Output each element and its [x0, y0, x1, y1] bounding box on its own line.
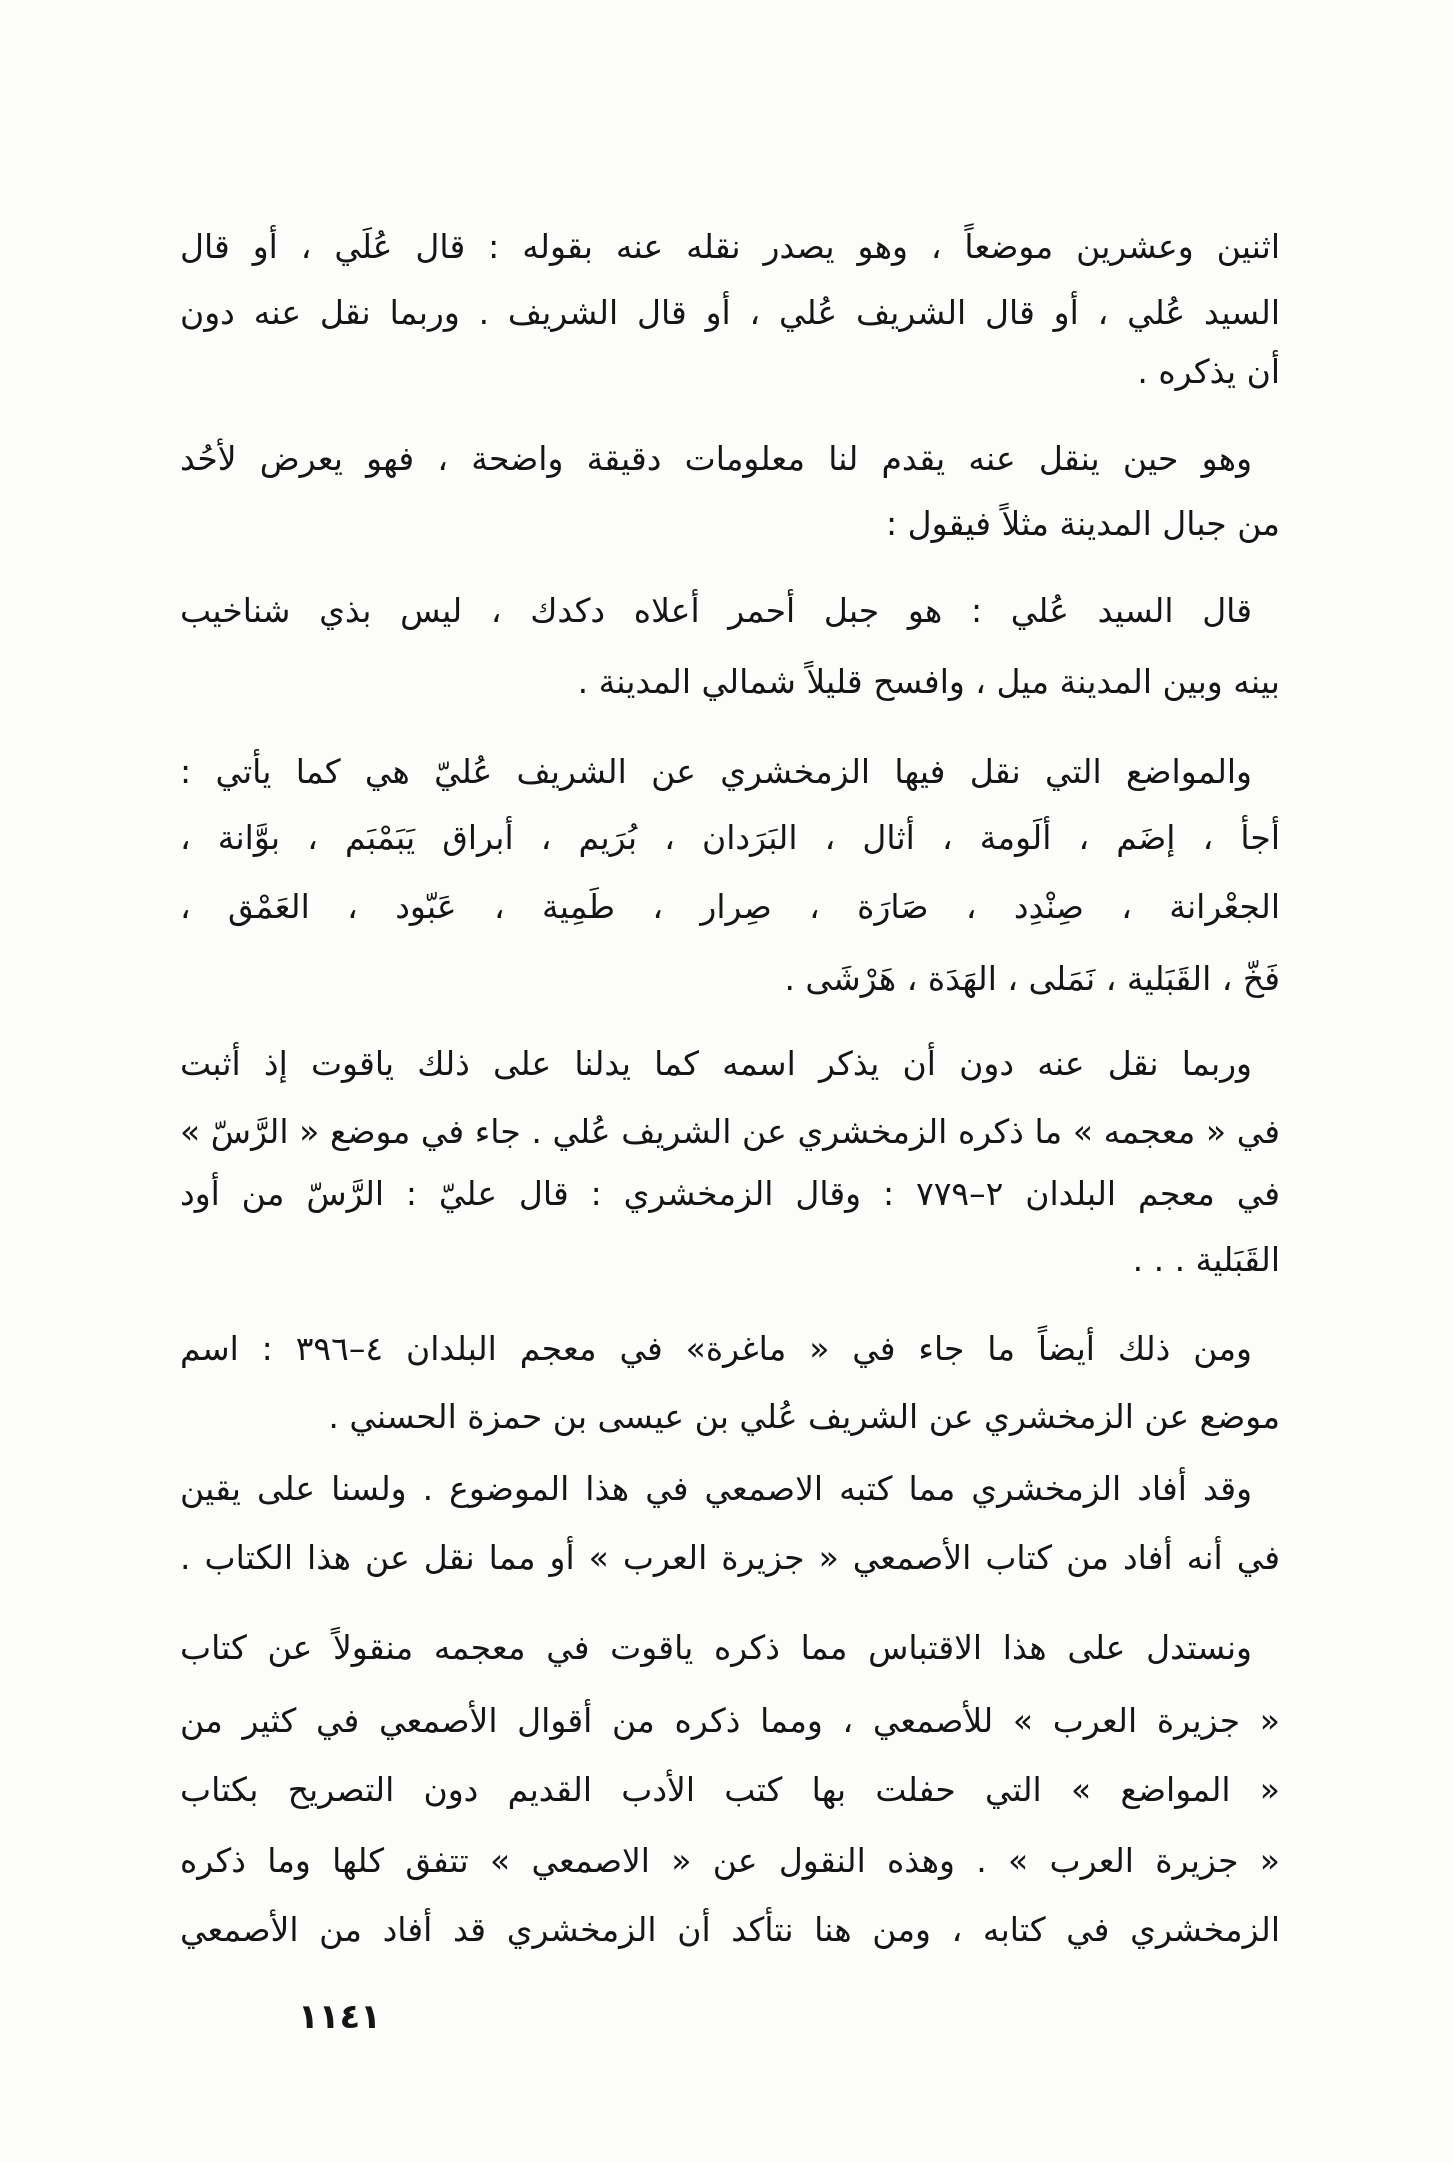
text-line: القَبَلية . . .: [1132, 1240, 1280, 1279]
text-line: موضع عن الزمخشري عن الشريف عُلي بن عيسى بن حمزة الحسني .: [328, 1397, 1280, 1436]
text-line: أن يذكره .: [1137, 352, 1280, 391]
text-line: في معجم البلدان ٢–٧٧٩ : وقال الزمخشري : قال عليّ : الرَّسّ من أود: [180, 1174, 1280, 1213]
text-line: السيد عُلي ، أو قال الشريف عُلي ، أو قال الشريف . وربما نقل عنه دون: [180, 293, 1280, 332]
text-line: ومن ذلك أيضاً ما جاء في « ماغرة» في معجم البلدان ٤–٣٩٦ : اسم: [180, 1329, 1252, 1368]
text-line: من جبال المدينة مثلاً فيقول :: [886, 504, 1280, 543]
text-line: وقد أفاد الزمخشري مما كتبه الاصمعي في هذا الموضوع . ولسنا على يقين: [180, 1469, 1252, 1508]
text-line: وربما نقل عنه دون أن يذكر اسمه كما يدلنا على ذلك ياقوت إذ أثبت: [180, 1044, 1252, 1083]
text-line: « جزيرة العرب » للأصمعي ، ومما ذكره من أقوال الأصمعي في كثير من: [180, 1701, 1280, 1740]
page-number: ١١٤١: [298, 1997, 382, 2037]
text-line: الزمخشري في كتابه ، ومن هنا نتأكد أن الزمخشري قد أفاد من الأصمعي: [180, 1910, 1280, 1949]
text-line: الجعْرانة ، صِنْدِد ، صَارَة ، صِرار ، طَمِية ، عَبّود ، العَمْق ،: [180, 887, 1280, 926]
text-line: في أنه أفاد من كتاب الأصمعي « جزيرة العرب » أو مما نقل عن هذا الكتاب .: [180, 1538, 1280, 1577]
text-line: في « معجمه » ما ذكره الزمخشري عن الشريف عُلي . جاء في موضع « الرَّسّ »: [180, 1112, 1280, 1151]
text-line: اثنين وعشرين موضعاً ، وهو يصدر نقله عنه بقوله : قال عُلَي ، أو قال: [180, 227, 1280, 266]
text-line: وهو حين ينقل عنه يقدم لنا معلومات دقيقة واضحة ، فهو يعرض لأحُد: [180, 439, 1252, 478]
text-line: فَخّ ، القَبَلية ، نَمَلى ، الهَدَة ، هَرْشَى .: [784, 959, 1280, 998]
text-line: ونستدل على هذا الاقتباس مما ذكره ياقوت في معجمه منقولاً عن كتاب: [180, 1628, 1252, 1667]
text-line: « المواضع » التي حفلت بها كتب الأدب القديم دون التصريح بكتاب: [180, 1770, 1280, 1809]
text-line: قال السيد عُلي : هو جبل أحمر أعلاه دكدك ، ليس بذي شناخيب: [180, 591, 1252, 630]
text-line: أجأ ، إضَم ، ألَومة ، أثال ، البَرَدان ، بُرَيم ، أبراق يَبَمْبَم ، بوَّانة ،: [180, 818, 1280, 857]
text-line: « جزيرة العرب » . وهذه النقول عن « الاصمعي » تتفق كلها وما ذكره: [180, 1841, 1280, 1880]
text-line: بينه وبين المدينة ميل ، وافسح قليلاً شمالي المدينة .: [577, 662, 1280, 701]
text-line: والمواضع التي نقل فيها الزمخشري عن الشريف عُليّ هي كما يأتي :: [180, 752, 1252, 791]
